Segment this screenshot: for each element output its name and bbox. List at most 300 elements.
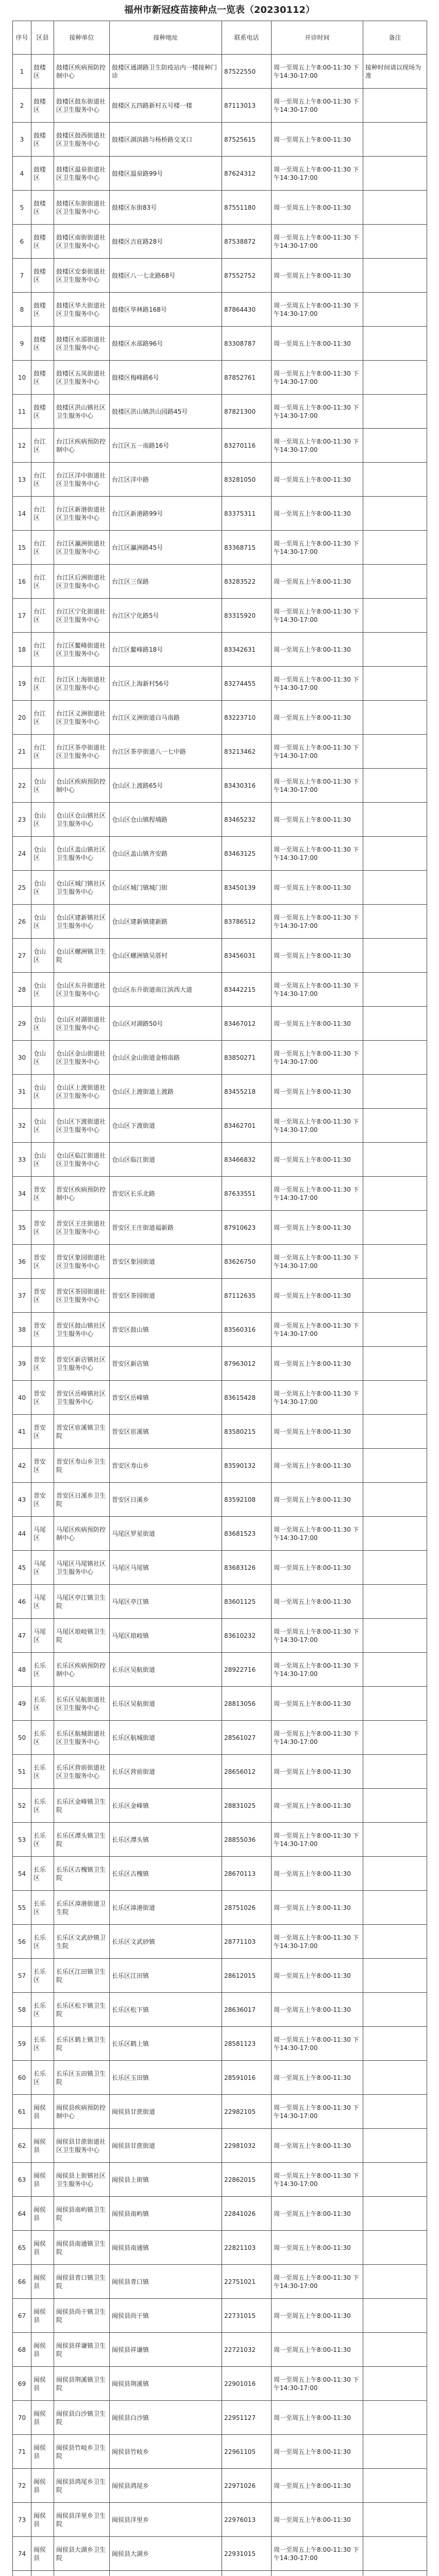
- cell-district: 台江区: [31, 497, 54, 531]
- cell-address: 马尾区罗星街道: [110, 1517, 222, 1551]
- cell-phone: 83601125: [222, 1585, 272, 1619]
- cell-phone: 22961105: [222, 2435, 272, 2469]
- table-row: [13, 89, 427, 123]
- page-title: 福州市新冠疫苗接种点一览表（20230112）: [124, 5, 315, 15]
- cell-address: 晋安区象园街道: [110, 1245, 222, 1279]
- table-row: [13, 2503, 427, 2537]
- cell-time: 周一至周五上午8:00-11:30: [272, 2299, 363, 2333]
- cell-index: 63: [13, 2163, 31, 2197]
- cell-phone: 83463125: [222, 837, 272, 871]
- cell-district: 长乐区: [31, 2061, 54, 2095]
- table-body: [13, 55, 427, 2576]
- cell-note: [363, 973, 427, 1007]
- cell-phone: 83466832: [222, 1143, 272, 1177]
- cell-district: 晋安区: [31, 1483, 54, 1517]
- cell-note: [363, 701, 427, 735]
- cell-time: 周一至周五上午8:00-11:30: [272, 2469, 363, 2503]
- table-row: [13, 293, 427, 327]
- cell-phone: 87864430: [222, 293, 272, 327]
- cell-time: [272, 2571, 363, 2576]
- cell-name: 闽侯县大湖乡卫生院: [54, 2537, 110, 2571]
- cell-phone: 28656012: [222, 1755, 272, 1789]
- cell-time: 周一至周五上午8:00-11:30: [272, 2435, 363, 2469]
- cell-address: [110, 2571, 222, 2576]
- cell-phone: 87910623: [222, 1211, 272, 1245]
- cell-name: 马尾区疾病预防控制中心: [54, 1517, 110, 1551]
- cell-time: 周一至周五上午8:00-11:30 下午14:30-17:00: [272, 1177, 363, 1211]
- cell-phone: 28612015: [222, 1959, 272, 1993]
- cell-phone: 83368715: [222, 531, 272, 565]
- table-row: [13, 1823, 427, 1857]
- cell-index: 24: [13, 837, 31, 871]
- cell-district: 台江区: [31, 735, 54, 769]
- cell-address: 仓山区建新镇建新路: [110, 905, 222, 939]
- cell-name: 鼓楼区东街街道社区卫生服务中心: [54, 191, 110, 225]
- cell-time: 周一至周五上午8:00-11:30: [272, 1551, 363, 1585]
- cell-phone: 28922716: [222, 1653, 272, 1687]
- cell-address: 闽侯县荆溪镇: [110, 2367, 222, 2401]
- cell-index: 60: [13, 2061, 31, 2095]
- cell-district: 仓山区: [31, 973, 54, 1007]
- cell-name: 仓山区城门镇社区卫生服务中心: [54, 871, 110, 905]
- cell-address: 仓山区城门镇城门街: [110, 871, 222, 905]
- cell-note: [363, 2367, 427, 2401]
- cell-time: 周一至周五上午8:00-11:30: [272, 1347, 363, 1381]
- cell-time: 周一至周五上午8:00-11:30 下午14:30-17:00: [272, 531, 363, 565]
- cell-name: 长乐区航城街道社区卫生服务中心: [54, 1721, 110, 1755]
- cell-time: 周一至周五上午8:00-11:30: [272, 701, 363, 735]
- cell-phone: 87113013: [222, 89, 272, 123]
- cell-note: [363, 633, 427, 667]
- cell-address: 鼓楼区五四路新村五号楼一楼: [110, 89, 222, 123]
- table-row: [13, 259, 427, 293]
- cell-time: 周一至周五上午8:00-11:30: [272, 2197, 363, 2231]
- cell-phone: 83442215: [222, 973, 272, 1007]
- cell-phone: 83580215: [222, 1415, 272, 1449]
- cell-phone: 22981032: [222, 2129, 272, 2163]
- cell-time: 周一至周五上午8:00-11:30: [272, 463, 363, 497]
- table-row: [13, 633, 427, 667]
- cell-note: [363, 1993, 427, 2027]
- cell-note: [363, 191, 427, 225]
- cell-phone: 83786512: [222, 905, 272, 939]
- cell-index: 50: [13, 1721, 31, 1755]
- cell-name: 仓山区上渡街道社区卫生服务中心: [54, 1075, 110, 1109]
- cell-index: 21: [13, 735, 31, 769]
- cell-phone: 83308787: [222, 327, 272, 361]
- table-row: [13, 871, 427, 905]
- cell-address: 闽侯县洋里乡: [110, 2503, 222, 2537]
- cell-phone: 83456031: [222, 939, 272, 973]
- cell-phone: 83683126: [222, 1551, 272, 1585]
- cell-address: 长乐区古槐镇: [110, 1857, 222, 1891]
- cell-address: 鼓楼区八一七北路68号: [110, 259, 222, 293]
- cell-note: [363, 2129, 427, 2163]
- cell-address: 鼓楼区东街83号: [110, 191, 222, 225]
- cell-phone: 87522550: [222, 55, 272, 89]
- cell-note: [363, 1585, 427, 1619]
- cell-note: [363, 1449, 427, 1483]
- cell-time: 周一至周五上午8:00-11:30: [272, 1755, 363, 1789]
- cell-name: 长乐区金峰镇卫生院: [54, 1789, 110, 1823]
- cell-phone: 22976013: [222, 2503, 272, 2537]
- cell-note: [363, 1959, 427, 1993]
- cell-district: 鼓楼区: [31, 327, 54, 361]
- cell-index: 61: [13, 2095, 31, 2129]
- cell-time: 周一至周五上午8:00-11:30: [272, 327, 363, 361]
- cell-index: 72: [13, 2469, 31, 2503]
- cell-phone: 87963012: [222, 1347, 272, 1381]
- cell-index: 23: [13, 803, 31, 837]
- cell-index: 13: [13, 463, 31, 497]
- cell-phone: 83610232: [222, 1619, 272, 1653]
- cell-district: 闽侯县: [31, 2367, 54, 2401]
- cell-note: [363, 905, 427, 939]
- table-row: [13, 803, 427, 837]
- cell-district: 长乐区: [31, 1925, 54, 1959]
- cell-address: 长乐区漳港街道: [110, 1891, 222, 1925]
- cell-time: 周一至周五上午8:00-11:30 下午14:30-17:00: [272, 1619, 363, 1653]
- cell-district: 长乐区: [31, 1721, 54, 1755]
- cell-note: [363, 2469, 427, 2503]
- cell-index: 16: [13, 565, 31, 599]
- cell-index: 35: [13, 1211, 31, 1245]
- cell-address: 鼓楼区梅峰路6号: [110, 361, 222, 395]
- cell-district: 马尾区: [31, 1619, 54, 1653]
- cell-time: 周一至周五上午8:00-11:30: [272, 1211, 363, 1245]
- cell-note: [363, 293, 427, 327]
- cell-index: 65: [13, 2231, 31, 2265]
- cell-district: 长乐区: [31, 1653, 54, 1687]
- cell-index: 11: [13, 395, 31, 429]
- cell-note: [363, 497, 427, 531]
- cell-note: [363, 157, 427, 191]
- cell-index: 46: [13, 1585, 31, 1619]
- cell-index: 30: [13, 1041, 31, 1075]
- cell-time: 周一至周五上午8:00-11:30 下午14:30-17:00: [272, 973, 363, 1007]
- cell-note: [363, 1789, 427, 1823]
- cell-note: [363, 1109, 427, 1143]
- cell-address: 马尾区琅岐镇: [110, 1619, 222, 1653]
- cell-district: 晋安区: [31, 1211, 54, 1245]
- cell-name: 闽侯县白沙镇卫生院: [54, 2401, 110, 2435]
- cell-index: 34: [13, 1177, 31, 1211]
- cell-time: 周一至周五上午8:00-11:30 下午14:30-17:00: [272, 1041, 363, 1075]
- cell-name: 仓山区螺洲镇卫生院: [54, 939, 110, 973]
- cell-time: 周一至周五上午8:00-11:30 下午14:30-17:00: [272, 1653, 363, 1687]
- cell-note: [363, 1857, 427, 1891]
- table-row: [13, 2299, 427, 2333]
- cell-note: [363, 2197, 427, 2231]
- cell-name: 晋安区鼓山镇社区卫生服务中心: [54, 1313, 110, 1347]
- cell-index: 55: [13, 1891, 31, 1925]
- table-row: [13, 1245, 427, 1279]
- table-row: [13, 2401, 427, 2435]
- cell-index: 70: [13, 2401, 31, 2435]
- cell-phone: 87624312: [222, 157, 272, 191]
- cell-district: 仓山区: [31, 1007, 54, 1041]
- cell-district: [31, 2571, 54, 2576]
- cell-phone: 83681523: [222, 1517, 272, 1551]
- header-address: 接种地址: [110, 21, 222, 55]
- table-row: [13, 123, 427, 157]
- cell-index: 29: [13, 1007, 31, 1041]
- cell-address: 长乐区鹤上镇: [110, 2027, 222, 2061]
- cell-time: 周一至周五上午8:00-11:30 下午14:30-17:00: [272, 2095, 363, 2129]
- cell-name: 鼓楼区温泉街道社区卫生服务中心: [54, 157, 110, 191]
- cell-note: [363, 259, 427, 293]
- cell-time: 周一至周五上午8:00-11:30: [272, 871, 363, 905]
- table-row: [13, 2231, 427, 2265]
- cell-time: 周一至周五上午8:00-11:30 下午14:30-17:00: [272, 769, 363, 803]
- cell-district: 仓山区: [31, 1109, 54, 1143]
- cell-index: 3: [13, 123, 31, 157]
- cell-district: 马尾区: [31, 1551, 54, 1585]
- cell-phone: 83281050: [222, 463, 272, 497]
- cell-time: 周一至周五上午8:00-11:30: [272, 1483, 363, 1517]
- cell-district: 仓山区: [31, 1143, 54, 1177]
- cell-district: 闽侯县: [31, 2435, 54, 2469]
- table-row: [13, 1415, 427, 1449]
- cell-index: 47: [13, 1619, 31, 1653]
- cell-note: [363, 803, 427, 837]
- cell-name: 台江区茶亭街道社区卫生服务中心: [54, 735, 110, 769]
- cell-name: 鼓楼区安泰街道社区卫生服务中心: [54, 259, 110, 293]
- cell-address: 鼓楼区吉庇路28号: [110, 225, 222, 259]
- cell-address: 晋安区宦溪镇: [110, 1415, 222, 1449]
- cell-time: 周一至周五上午8:00-11:30: [272, 1959, 363, 1993]
- cell-phone: 28813056: [222, 1687, 272, 1721]
- table-row: [13, 1279, 427, 1313]
- cell-phone: 28591016: [222, 2061, 272, 2095]
- cell-name: 闽侯县洋里乡卫生院: [54, 2503, 110, 2537]
- cell-time: 周一至周五上午8:00-11:30: [272, 2129, 363, 2163]
- table-row: [13, 1075, 427, 1109]
- cell-phone: 83274455: [222, 667, 272, 701]
- cell-index: 10: [13, 361, 31, 395]
- cell-name: 马尾区琅岐镇卫生院: [54, 1619, 110, 1653]
- cell-phone: 83270116: [222, 429, 272, 463]
- cell-name: 台江区上海街道社区卫生服务中心: [54, 667, 110, 701]
- cell-phone: 83626750: [222, 1245, 272, 1279]
- cell-index: 57: [13, 1959, 31, 1993]
- cell-phone: 87551180: [222, 191, 272, 225]
- cell-time: 周一至周五上午8:00-11:30 下午14:30-17:00: [272, 1245, 363, 1279]
- cell-phone: 28751026: [222, 1891, 272, 1925]
- cell-phone: 87538872: [222, 225, 272, 259]
- cell-name: 鼓楼区鼓西街道社区卫生服务中心: [54, 123, 110, 157]
- cell-address: 长乐区吴航街道: [110, 1687, 222, 1721]
- cell-note: [363, 837, 427, 871]
- table-row: [13, 55, 427, 89]
- cell-name: 晋安区日溪乡卫生院: [54, 1483, 110, 1517]
- cell-phone: 22931015: [222, 2537, 272, 2571]
- cell-time: 周一至周五上午8:00-11:30 下午14:30-17:00: [272, 1517, 363, 1551]
- cell-address: 台江区上海新村56号: [110, 667, 222, 701]
- cell-time: 周一至周五上午8:00-11:30: [272, 191, 363, 225]
- cell-address: 仓山区对湖路50号: [110, 1007, 222, 1041]
- table-row: [13, 2469, 427, 2503]
- table-row: [13, 1347, 427, 1381]
- cell-district: 闽侯县: [31, 2537, 54, 2571]
- cell-address: 闽侯县甘蔗街道: [110, 2095, 222, 2129]
- cell-district: 闽侯县: [31, 2503, 54, 2537]
- cell-phone: 83283522: [222, 565, 272, 599]
- cell-name: 仓山区仓山镇社区卫生服务中心: [54, 803, 110, 837]
- cell-index: 37: [13, 1279, 31, 1313]
- cell-address: 仓山区仓山镇程埔路: [110, 803, 222, 837]
- vaccination-sites-table: [12, 21, 427, 2576]
- cell-name: 马尾区马尾镇社区卫生服务中心: [54, 1551, 110, 1585]
- cell-address: 长乐区航城街道: [110, 1721, 222, 1755]
- cell-phone: 83590132: [222, 1449, 272, 1483]
- header-time: 开诊时间: [272, 21, 363, 55]
- cell-name: 仓山区建新镇社区卫生服务中心: [54, 905, 110, 939]
- cell-name: 鼓楼区华大街道社区卫生服务中心: [54, 293, 110, 327]
- cell-phone: 83213462: [222, 735, 272, 769]
- cell-index: 12: [13, 429, 31, 463]
- cell-time: 周一至周五上午8:00-11:30: [272, 123, 363, 157]
- cell-address: 闽侯县尚干镇: [110, 2299, 222, 2333]
- table-row: [13, 2435, 427, 2469]
- cell-address: 台江区义洲街道白马南路: [110, 701, 222, 735]
- cell-phone: 83850271: [222, 1041, 272, 1075]
- cell-address: 台江区宁化路5号: [110, 599, 222, 633]
- cell-note: [363, 939, 427, 973]
- cell-time: 周一至周五上午8:00-11:30: [272, 2061, 363, 2095]
- cell-time: 周一至周五上午8:00-11:30 下午14:30-17:00: [272, 599, 363, 633]
- cell-address: 晋安区新店镇: [110, 1347, 222, 1381]
- cell-address: 鼓楼区温泉路99号: [110, 157, 222, 191]
- cell-address: 长乐区营前街道: [110, 1755, 222, 1789]
- cell-district: 长乐区: [31, 2027, 54, 2061]
- cell-name: 晋安区岳峰镇社区卫生服务中心: [54, 1381, 110, 1415]
- cell-index: 36: [13, 1245, 31, 1279]
- cell-name: 仓山区金山街道社区卫生服务中心: [54, 1041, 110, 1075]
- cell-time: 周一至周五上午8:00-11:30: [272, 2401, 363, 2435]
- cell-address: 仓山区金山街道金榕南路: [110, 1041, 222, 1075]
- cell-time: 周一至周五上午8:00-11:30 下午14:30-17:00: [272, 293, 363, 327]
- cell-phone: 83615428: [222, 1381, 272, 1415]
- cell-index: 1: [13, 55, 31, 89]
- cell-phone: 83462701: [222, 1109, 272, 1143]
- cell-phone: 83315920: [222, 599, 272, 633]
- cell-time: 周一至周五上午8:00-11:30 下午14:30-17:00: [272, 1109, 363, 1143]
- cell-district: 长乐区: [31, 1687, 54, 1721]
- cell-district: 长乐区: [31, 1857, 54, 1891]
- cell-phone: 22971026: [222, 2469, 272, 2503]
- cell-address: 仓山区东升街道南江滨西大道: [110, 973, 222, 1007]
- cell-district: 仓山区: [31, 1041, 54, 1075]
- cell-time: 周一至周五上午8:00-11:30 下午14:30-17:00: [272, 395, 363, 429]
- table-row: [13, 1789, 427, 1823]
- cell-time: 周一至周五上午8:00-11:30 下午14:30-17:00: [272, 2537, 363, 2571]
- cell-address: 长乐区金峰镇: [110, 1789, 222, 1823]
- cell-time: 周一至周五上午8:00-11:30: [272, 1415, 363, 1449]
- cell-name: 鼓楼区南街街道社区卫生服务中心: [54, 225, 110, 259]
- cell-note: [363, 1755, 427, 1789]
- cell-note: [363, 565, 427, 599]
- cell-index: 59: [13, 2027, 31, 2061]
- cell-time: 周一至周五上午8:00-11:30: [272, 1687, 363, 1721]
- cell-index: 62: [13, 2129, 31, 2163]
- table-row: [13, 2265, 427, 2299]
- cell-note: [363, 1211, 427, 1245]
- cell-index: 8: [13, 293, 31, 327]
- cell-address: 仓山区盖山镇齐安路: [110, 837, 222, 871]
- cell-district: 晋安区: [31, 1245, 54, 1279]
- cell-name: 仓山区对湖街道社区卫生服务中心: [54, 1007, 110, 1041]
- cell-time: 周一至周五上午8:00-11:30: [272, 1789, 363, 1823]
- cell-time: 周一至周五上午8:00-11:30: [272, 1891, 363, 1925]
- table-row: [13, 2163, 427, 2197]
- cell-district: 闽侯县: [31, 2163, 54, 2197]
- cell-district: 闽侯县: [31, 2129, 54, 2163]
- cell-index: 31: [13, 1075, 31, 1109]
- cell-phone: 28636017: [222, 1993, 272, 2027]
- cell-address: 长乐区江田镇: [110, 1959, 222, 1993]
- cell-index: 74: [13, 2537, 31, 2571]
- cell-district: 仓山区: [31, 769, 54, 803]
- cell-name: 晋安区王庄街道社区卫生服务中心: [54, 1211, 110, 1245]
- cell-address: 长乐区吴航街道: [110, 1653, 222, 1687]
- cell-name: 闽侯县竹岐乡卫生院: [54, 2435, 110, 2469]
- cell-phone: 22862015: [222, 2163, 272, 2197]
- header-district: 区县: [31, 21, 54, 55]
- cell-note: [363, 2265, 427, 2299]
- cell-time: 周一至周五上午8:00-11:30: [272, 1007, 363, 1041]
- cell-name: 晋安区新店镇社区卫生服务中心: [54, 1347, 110, 1381]
- cell-address: 闽侯县南通镇: [110, 2231, 222, 2265]
- cell-phone: 83450139: [222, 871, 272, 905]
- cell-note: [363, 429, 427, 463]
- cell-note: [363, 1143, 427, 1177]
- cell-note: [363, 2571, 427, 2576]
- header-row: [13, 21, 427, 55]
- cell-district: 台江区: [31, 565, 54, 599]
- table-row: [13, 1721, 427, 1755]
- cell-time: 周一至周五上午8:00-11:30: [272, 1857, 363, 1891]
- cell-time: 周一至周五上午8:00-11:30 下午14:30-17:00: [272, 837, 363, 871]
- cell-phone: 28670113: [222, 1857, 272, 1891]
- table-row: [13, 1619, 427, 1653]
- cell-name: 台江区疾病预防控制中心: [54, 429, 110, 463]
- cell-district: 长乐区: [31, 1993, 54, 2027]
- table-row: [13, 225, 427, 259]
- table-row: [13, 735, 427, 769]
- cell-name: 晋安区宦溪镇卫生院: [54, 1415, 110, 1449]
- cell-phone: 83455218: [222, 1075, 272, 1109]
- cell-phone: 22901016: [222, 2367, 272, 2401]
- cell-time: 周一至周五上午8:00-11:30 下午14:30-17:00: [272, 2367, 363, 2401]
- cell-note: [363, 2333, 427, 2367]
- cell-district: 仓山区: [31, 905, 54, 939]
- cell-district: 闽侯县: [31, 2401, 54, 2435]
- cell-address: 晋安区鼓山镇: [110, 1313, 222, 1347]
- cell-name: 闽侯县尚干镇卫生院: [54, 2299, 110, 2333]
- cell-phone: 22721032: [222, 2333, 272, 2367]
- cell-address: 晋安区寿山乡: [110, 1449, 222, 1483]
- cell-index: 68: [13, 2333, 31, 2367]
- cell-district: 鼓楼区: [31, 293, 54, 327]
- cell-note: [363, 327, 427, 361]
- cell-address: 鼓楼区水部路96号: [110, 327, 222, 361]
- cell-index: 58: [13, 1993, 31, 2027]
- cell-time: 周一至周五上午8:00-11:30 下午14:30-17:00: [272, 55, 363, 89]
- cell-district: 闽侯县: [31, 2469, 54, 2503]
- cell-time: 周一至周五上午8:00-11:30: [272, 1449, 363, 1483]
- cell-district: 马尾区: [31, 1585, 54, 1619]
